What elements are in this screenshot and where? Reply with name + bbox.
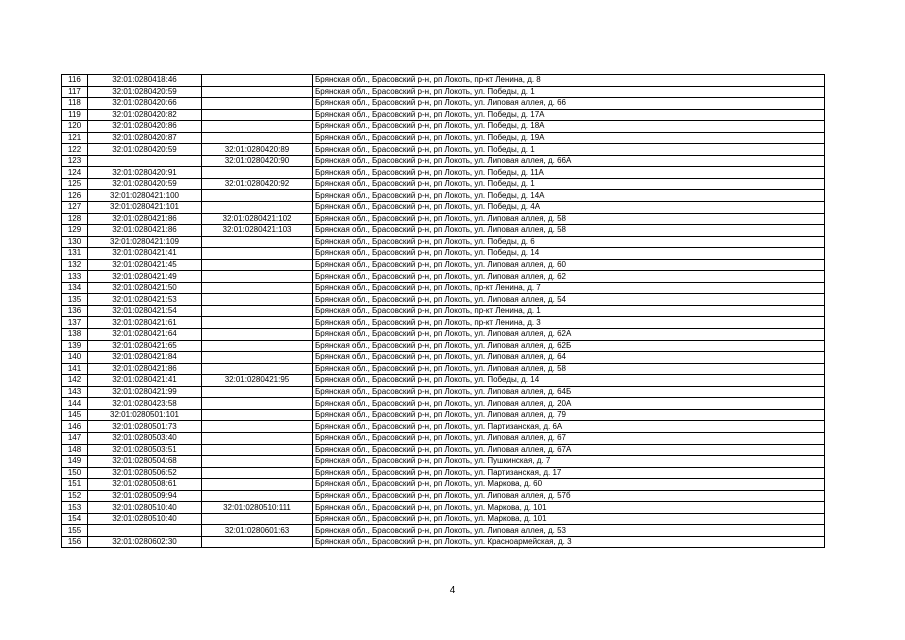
address-cell: Брянская обл., Брасовский р-н, рп Локоть, ул. Липовая аллея, д. 20А: [313, 398, 825, 410]
address-cell: Брянская обл., Брасовский р-н, рп Локоть, ул. Победы, д. 14: [313, 375, 825, 387]
address-cell: Брянская обл., Брасовский р-н, рп Локоть, ул. Липовая аллея, д. 58: [313, 213, 825, 225]
row-number-cell: 149: [62, 456, 88, 468]
row-number-cell: 117: [62, 86, 88, 98]
address-cell: Брянская обл., Брасовский р-н, рп Локоть, ул. Маркова, д. 101: [313, 502, 825, 514]
address-cell: Брянская обл., Брасовский р-н, рп Локоть, ул. Липовая аллея, д. 57б: [313, 490, 825, 502]
row-number-cell: 140: [62, 352, 88, 364]
row-number-cell: 121: [62, 132, 88, 144]
address-cell: Брянская обл., Брасовский р-н, рп Локоть, ул. Липовая аллея, д. 62: [313, 271, 825, 283]
cadastral-number-cell: 32:01:0280421:100: [88, 190, 202, 202]
address-cell: Брянская обл., Брасовский р-н, рп Локоть, ул. Партизанская, д. 6А: [313, 421, 825, 433]
row-number-cell: 137: [62, 317, 88, 329]
related-cadastral-number-cell: [202, 98, 313, 110]
cadastral-number-cell: 32:01:0280420:91: [88, 167, 202, 179]
address-cell: Брянская обл., Брасовский р-н, рп Локоть, ул. Липовая аллея, д. 58: [313, 363, 825, 375]
table-row: [62, 248, 825, 260]
table-row: [62, 109, 825, 121]
cadastral-number-cell: [88, 155, 202, 167]
cadastral-number-cell: 32:01:0280421:99: [88, 386, 202, 398]
related-cadastral-number-cell: [202, 329, 313, 341]
table-row: [62, 225, 825, 237]
cadastral-number-cell: 32:01:0280506:52: [88, 467, 202, 479]
row-number-cell: 155: [62, 525, 88, 537]
related-cadastral-number-cell: [202, 398, 313, 410]
cadastral-number-cell: 32:01:0280421:45: [88, 259, 202, 271]
row-number-cell: 142: [62, 375, 88, 387]
address-cell: Брянская обл., Брасовский р-н, рп Локоть, ул. Победы, д. 6: [313, 236, 825, 248]
related-cadastral-number-cell: [202, 190, 313, 202]
cadastral-number-cell: 32:01:0280421:86: [88, 363, 202, 375]
cadastral-number-cell: 32:01:0280420:82: [88, 109, 202, 121]
address-cell: Брянская обл., Брасовский р-н, рп Локоть, ул. Маркова, д. 101: [313, 513, 825, 525]
row-number-cell: 148: [62, 444, 88, 456]
table-row: [62, 190, 825, 202]
cadastral-number-cell: 32:01:0280421:41: [88, 375, 202, 387]
address-cell: Брянская обл., Брасовский р-н, рп Локоть, пр-кт Ленина, д. 1: [313, 305, 825, 317]
related-cadastral-number-cell: [202, 86, 313, 98]
address-cell: Брянская обл., Брасовский р-н, рп Локоть, ул. Победы, д. 1: [313, 178, 825, 190]
address-cell: Брянская обл., Брасовский р-н, рп Локоть, ул. Победы, д. 1: [313, 86, 825, 98]
row-number-cell: 129: [62, 225, 88, 237]
row-number-cell: 118: [62, 98, 88, 110]
table-row: [62, 86, 825, 98]
row-number-cell: 120: [62, 121, 88, 133]
cadastral-number-cell: 32:01:0280501:73: [88, 421, 202, 433]
cadastral-number-cell: 32:01:0280420:86: [88, 121, 202, 133]
row-number-cell: 116: [62, 75, 88, 87]
cadastral-number-cell: 32:01:0280421:65: [88, 340, 202, 352]
table-row: [62, 398, 825, 410]
table-row: [62, 409, 825, 421]
table-row: [62, 444, 825, 456]
related-cadastral-number-cell: [202, 317, 313, 329]
cadastral-number-cell: 32:01:0280503:40: [88, 432, 202, 444]
table-row: [62, 75, 825, 87]
table-row: [62, 294, 825, 306]
related-cadastral-number-cell: [202, 513, 313, 525]
row-number-cell: 139: [62, 340, 88, 352]
table-row: [62, 536, 825, 548]
table-row: [62, 363, 825, 375]
table-row: [62, 525, 825, 537]
cadastral-number-cell: 32:01:0280503:51: [88, 444, 202, 456]
row-number-cell: 154: [62, 513, 88, 525]
address-cell: Брянская обл., Брасовский р-н, рп Локоть, ул. Красноармейская, д. 3: [313, 536, 825, 548]
table-row: [62, 132, 825, 144]
table-row: [62, 259, 825, 271]
cadastral-table: [61, 74, 825, 548]
table-row: [62, 121, 825, 133]
related-cadastral-number-cell: [202, 109, 313, 121]
address-cell: Брянская обл., Брасовский р-н, рп Локоть, ул. Партизанская, д. 17: [313, 467, 825, 479]
address-cell: Брянская обл., Брасовский р-н, рп Локоть, ул. Победы, д. 14А: [313, 190, 825, 202]
related-cadastral-number-cell: [202, 294, 313, 306]
address-cell: Брянская обл., Брасовский р-н, рп Локоть, ул. Победы, д. 4А: [313, 202, 825, 214]
address-cell: Брянская обл., Брасовский р-н, рп Локоть, ул. Липовая аллея, д. 66: [313, 98, 825, 110]
row-number-cell: 147: [62, 432, 88, 444]
address-cell: Брянская обл., Брасовский р-н, рп Локоть, ул. Победы, д. 18А: [313, 121, 825, 133]
related-cadastral-number-cell: [202, 282, 313, 294]
table-row: [62, 213, 825, 225]
page-number: 4: [449, 585, 456, 596]
related-cadastral-number-cell: [202, 386, 313, 398]
related-cadastral-number-cell: 32:01:0280420:89: [202, 144, 313, 156]
table-row: [62, 167, 825, 179]
row-number-cell: 145: [62, 409, 88, 421]
row-number-cell: 130: [62, 236, 88, 248]
cadastral-number-cell: [88, 525, 202, 537]
cadastral-number-cell: 32:01:0280423:58: [88, 398, 202, 410]
related-cadastral-number-cell: [202, 409, 313, 421]
row-number-cell: 153: [62, 502, 88, 514]
related-cadastral-number-cell: [202, 352, 313, 364]
related-cadastral-number-cell: [202, 432, 313, 444]
related-cadastral-number-cell: [202, 121, 313, 133]
related-cadastral-number-cell: [202, 363, 313, 375]
address-cell: Брянская обл., Брасовский р-н, рп Локоть, ул. Победы, д. 14: [313, 248, 825, 260]
row-number-cell: 127: [62, 202, 88, 214]
address-cell: Брянская обл., Брасовский р-н, рп Локоть, ул. Липовая аллея, д. 64Б: [313, 386, 825, 398]
row-number-cell: 144: [62, 398, 88, 410]
cadastral-number-cell: 32:01:0280421:41: [88, 248, 202, 260]
address-cell: Брянская обл., Брасовский р-н, рп Локоть, ул. Липовая аллея, д. 67А: [313, 444, 825, 456]
table-row: [62, 305, 825, 317]
cadastral-number-cell: 32:01:0280602:30: [88, 536, 202, 548]
row-number-cell: 146: [62, 421, 88, 433]
row-number-cell: 141: [62, 363, 88, 375]
cadastral-number-cell: 32:01:0280421:49: [88, 271, 202, 283]
cadastral-number-cell: 32:01:0280421:61: [88, 317, 202, 329]
table-row: [62, 352, 825, 364]
table-row: [62, 329, 825, 341]
address-cell: Брянская обл., Брасовский р-н, рп Локоть, ул. Победы, д. 11А: [313, 167, 825, 179]
table-row: [62, 340, 825, 352]
address-cell: Брянская обл., Брасовский р-н, рп Локоть, ул. Липовая аллея, д. 62Б: [313, 340, 825, 352]
table-row: [62, 317, 825, 329]
row-number-cell: 150: [62, 467, 88, 479]
cadastral-number-cell: 32:01:0280508:61: [88, 479, 202, 491]
table-row: [62, 386, 825, 398]
cadastral-number-cell: 32:01:0280420:59: [88, 144, 202, 156]
row-number-cell: 126: [62, 190, 88, 202]
cadastral-number-cell: 32:01:0280510:40: [88, 513, 202, 525]
table-row: [62, 282, 825, 294]
cadastral-number-cell: 32:01:0280420:66: [88, 98, 202, 110]
row-number-cell: 128: [62, 213, 88, 225]
address-cell: Брянская обл., Брасовский р-н, рп Локоть, ул. Победы, д. 17А: [313, 109, 825, 121]
address-cell: Брянская обл., Брасовский р-н, рп Локоть, пр-кт Ленина, д. 3: [313, 317, 825, 329]
related-cadastral-number-cell: [202, 479, 313, 491]
address-cell: Брянская обл., Брасовский р-н, рп Локоть, ул. Пушкинская, д. 7: [313, 456, 825, 468]
related-cadastral-number-cell: [202, 75, 313, 87]
row-number-cell: 151: [62, 479, 88, 491]
related-cadastral-number-cell: 32:01:0280421:102: [202, 213, 313, 225]
table-row: [62, 456, 825, 468]
address-cell: Брянская обл., Брасовский р-н, рп Локоть, ул. Победы, д. 19А: [313, 132, 825, 144]
cadastral-number-cell: 32:01:0280420:87: [88, 132, 202, 144]
related-cadastral-number-cell: [202, 236, 313, 248]
related-cadastral-number-cell: [202, 444, 313, 456]
row-number-cell: 125: [62, 178, 88, 190]
table-row: [62, 421, 825, 433]
address-cell: Брянская обл., Брасовский р-н, рп Локоть, ул. Липовая аллея, д. 66А: [313, 155, 825, 167]
address-cell: Брянская обл., Брасовский р-н, рп Локоть, ул. Липовая аллея, д. 64: [313, 352, 825, 364]
row-number-cell: 131: [62, 248, 88, 260]
row-number-cell: 119: [62, 109, 88, 121]
cadastral-number-cell: 32:01:0280509:94: [88, 490, 202, 502]
cadastral-number-cell: 32:01:0280421:109: [88, 236, 202, 248]
table-row: [62, 513, 825, 525]
table-row: [62, 178, 825, 190]
cadastral-number-cell: 32:01:0280501:101: [88, 409, 202, 421]
row-number-cell: 124: [62, 167, 88, 179]
cadastral-number-cell: 32:01:0280421:50: [88, 282, 202, 294]
row-number-cell: 133: [62, 271, 88, 283]
row-number-cell: 136: [62, 305, 88, 317]
table-row: [62, 271, 825, 283]
cadastral-number-cell: 32:01:0280421:86: [88, 213, 202, 225]
related-cadastral-number-cell: 32:01:0280421:103: [202, 225, 313, 237]
address-cell: Брянская обл., Брасовский р-н, рп Локоть, ул. Победы, д. 1: [313, 144, 825, 156]
related-cadastral-number-cell: [202, 132, 313, 144]
cadastral-number-cell: 32:01:0280510:40: [88, 502, 202, 514]
cadastral-number-cell: 32:01:0280421:101: [88, 202, 202, 214]
cadastral-number-cell: 32:01:0280420:59: [88, 178, 202, 190]
table-row: [62, 467, 825, 479]
row-number-cell: 122: [62, 144, 88, 156]
cadastral-number-cell: 32:01:0280421:54: [88, 305, 202, 317]
table-row: [62, 202, 825, 214]
related-cadastral-number-cell: [202, 340, 313, 352]
row-number-cell: 138: [62, 329, 88, 341]
table-row: [62, 490, 825, 502]
related-cadastral-number-cell: [202, 259, 313, 271]
row-number-cell: 135: [62, 294, 88, 306]
related-cadastral-number-cell: [202, 490, 313, 502]
table-body: [62, 75, 825, 548]
related-cadastral-number-cell: 32:01:0280420:90: [202, 155, 313, 167]
address-cell: Брянская обл., Брасовский р-н, рп Локоть, пр-кт Ленина, д. 8: [313, 75, 825, 87]
related-cadastral-number-cell: [202, 467, 313, 479]
row-number-cell: 123: [62, 155, 88, 167]
cadastral-number-cell: 32:01:0280421:64: [88, 329, 202, 341]
cadastral-number-cell: 32:01:0280504:68: [88, 456, 202, 468]
row-number-cell: 143: [62, 386, 88, 398]
row-number-cell: 152: [62, 490, 88, 502]
address-cell: Брянская обл., Брасовский р-н, рп Локоть, ул. Липовая аллея, д. 79: [313, 409, 825, 421]
table-row: [62, 236, 825, 248]
related-cadastral-number-cell: [202, 305, 313, 317]
row-number-cell: 156: [62, 536, 88, 548]
related-cadastral-number-cell: [202, 248, 313, 260]
address-cell: Брянская обл., Брасовский р-н, рп Локоть, ул. Липовая аллея, д. 60: [313, 259, 825, 271]
table-row: [62, 432, 825, 444]
table-row: [62, 479, 825, 491]
address-cell: Брянская обл., Брасовский р-н, рп Локоть, ул. Липовая аллея, д. 54: [313, 294, 825, 306]
cadastral-number-cell: 32:01:0280418:46: [88, 75, 202, 87]
related-cadastral-number-cell: [202, 167, 313, 179]
cadastral-number-cell: 32:01:0280421:84: [88, 352, 202, 364]
address-cell: Брянская обл., Брасовский р-н, рп Локоть, ул. Маркова, д. 60: [313, 479, 825, 491]
related-cadastral-number-cell: 32:01:0280510:111: [202, 502, 313, 514]
related-cadastral-number-cell: [202, 202, 313, 214]
cadastral-number-cell: 32:01:0280421:86: [88, 225, 202, 237]
cadastral-number-cell: 32:01:0280420:59: [88, 86, 202, 98]
table-row: [62, 144, 825, 156]
related-cadastral-number-cell: [202, 536, 313, 548]
related-cadastral-number-cell: [202, 456, 313, 468]
address-cell: Брянская обл., Брасовский р-н, рп Локоть, пр-кт Ленина, д. 7: [313, 282, 825, 294]
row-number-cell: 132: [62, 259, 88, 271]
cadastral-number-cell: 32:01:0280421:53: [88, 294, 202, 306]
table-row: [62, 502, 825, 514]
address-cell: Брянская обл., Брасовский р-н, рп Локоть, ул. Липовая аллея, д. 67: [313, 432, 825, 444]
address-cell: Брянская обл., Брасовский р-н, рп Локоть, ул. Липовая аллея, д. 58: [313, 225, 825, 237]
table-row: [62, 375, 825, 387]
related-cadastral-number-cell: 32:01:0280420:92: [202, 178, 313, 190]
related-cadastral-number-cell: [202, 421, 313, 433]
table-row: [62, 155, 825, 167]
address-cell: Брянская обл., Брасовский р-н, рп Локоть, ул. Липовая аллея, д. 53: [313, 525, 825, 537]
related-cadastral-number-cell: 32:01:0280421:95: [202, 375, 313, 387]
address-cell: Брянская обл., Брасовский р-н, рп Локоть, ул. Липовая аллея, д. 62А: [313, 329, 825, 341]
related-cadastral-number-cell: 32:01:0280601:63: [202, 525, 313, 537]
related-cadastral-number-cell: [202, 271, 313, 283]
row-number-cell: 134: [62, 282, 88, 294]
table-row: [62, 98, 825, 110]
